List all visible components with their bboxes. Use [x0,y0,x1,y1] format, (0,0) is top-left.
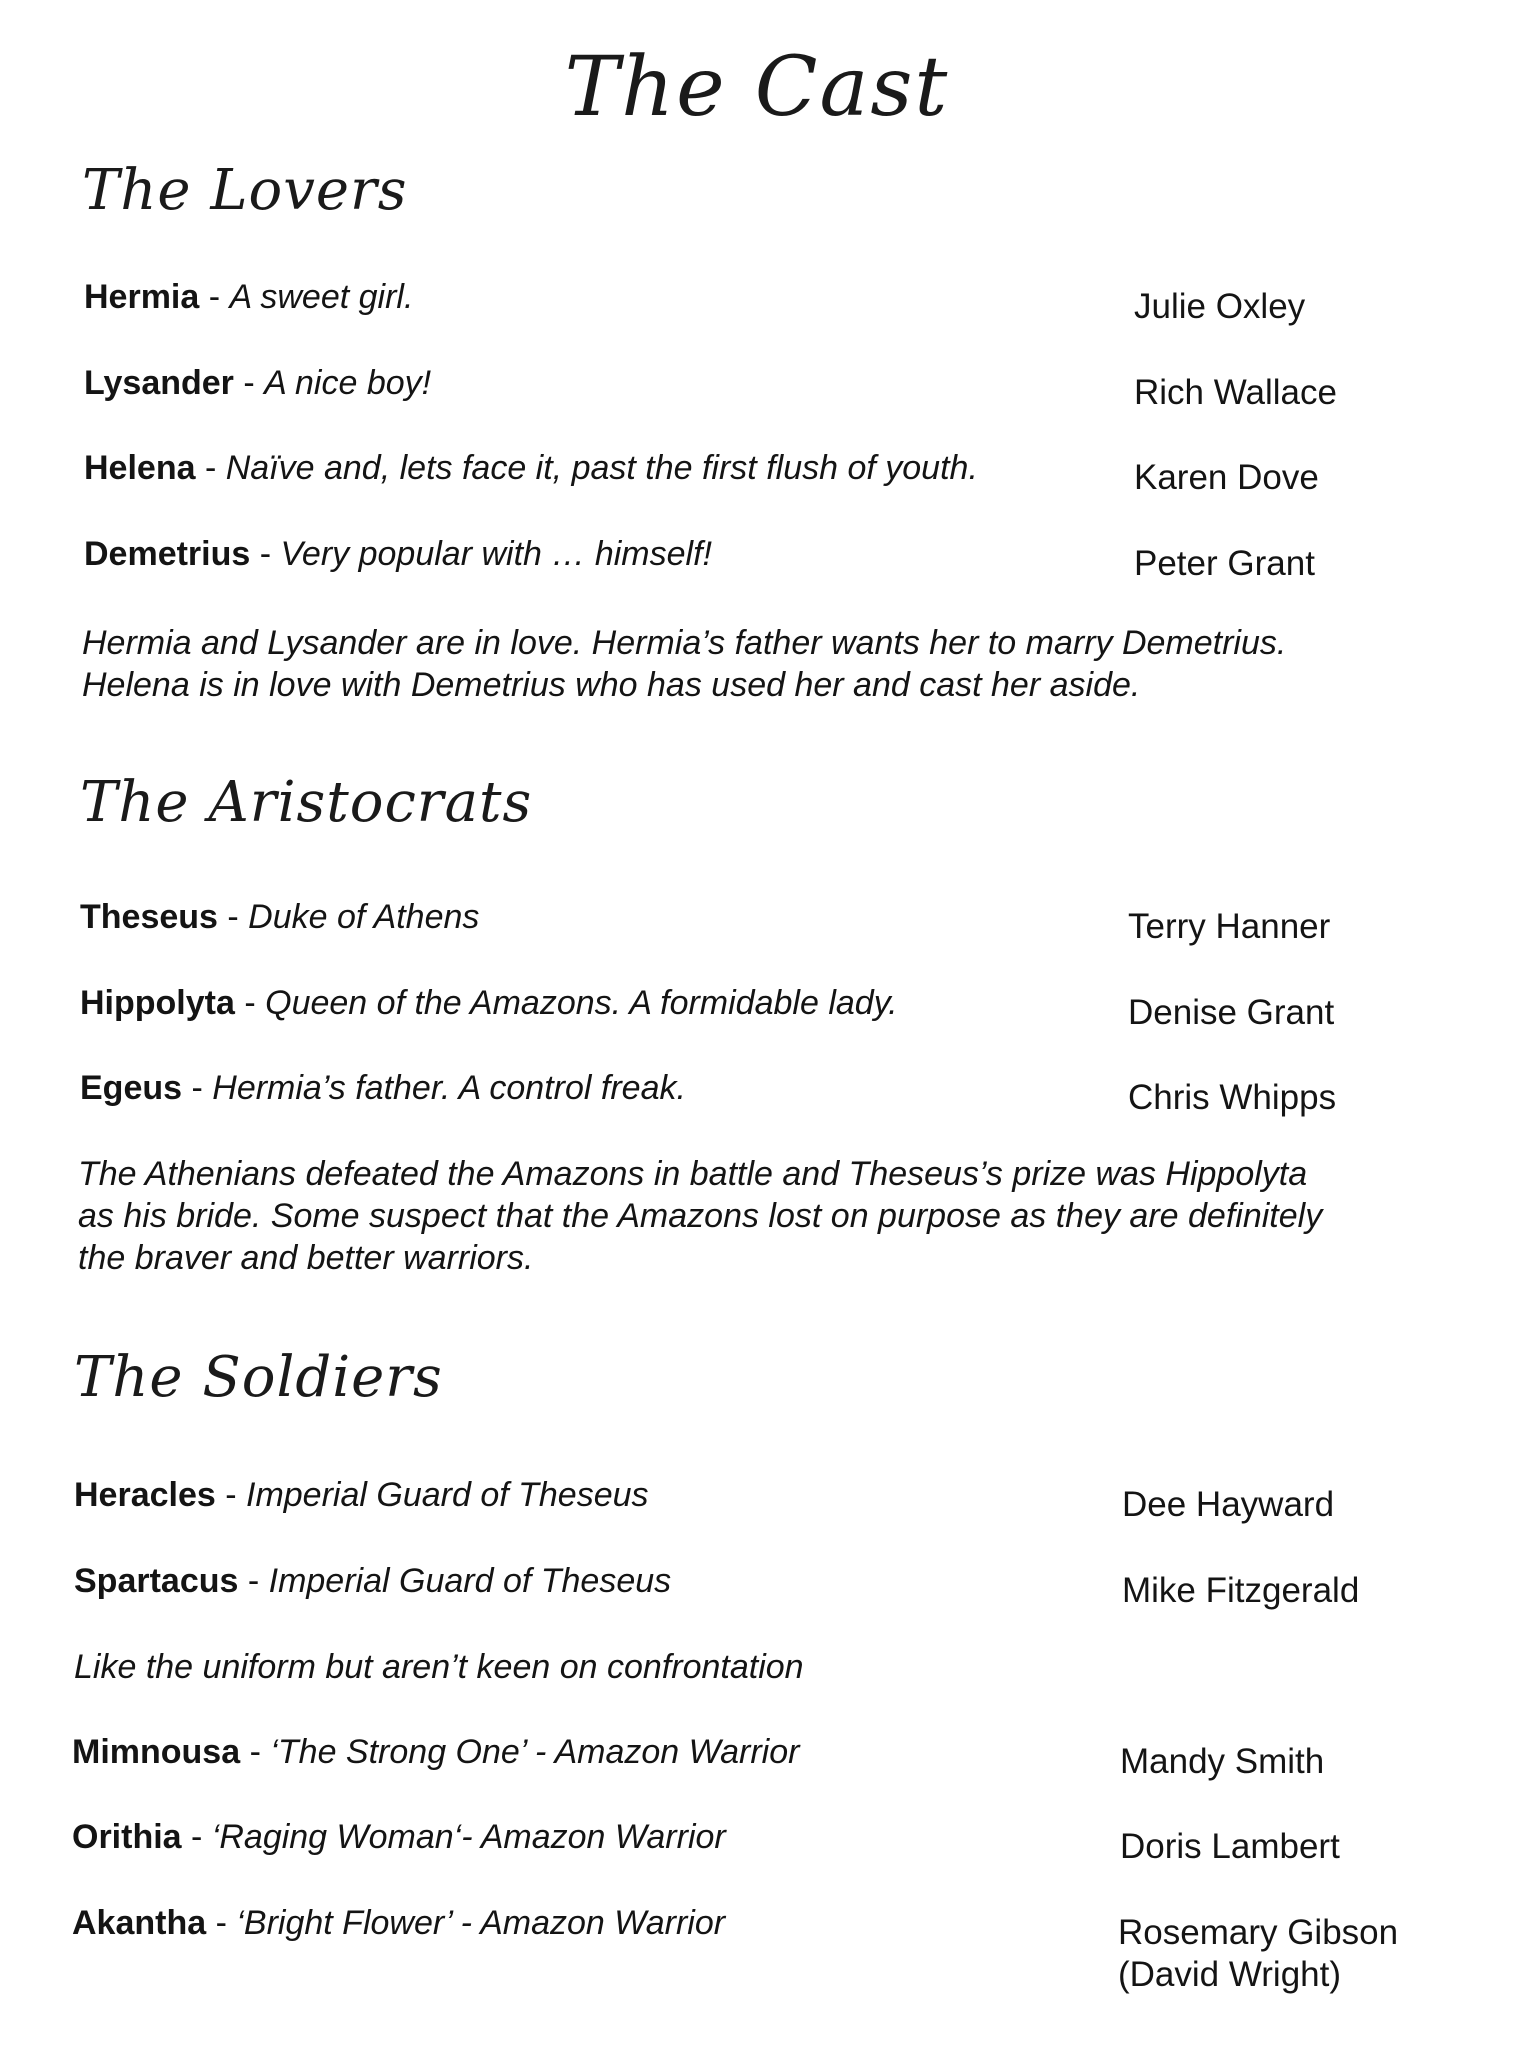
role-theseus [80,898,479,937]
role-orithia [72,1818,726,1857]
role-hippolyta [80,984,898,1023]
section-heading-lovers: The Lovers [82,158,408,223]
note-line: Helena is in love with Demetrius who has used her and cast her aside. [82,666,1141,704]
role-name: Heracles [74,1476,216,1514]
aristocrats-note [78,1153,1322,1279]
actor-akantha [1118,1912,1398,1996]
role-separator: - [182,1069,213,1107]
actor-orithia: Doris Lambert [1120,1827,1340,1866]
role-lysander [84,364,431,403]
actor-egeus: Chris Whipps [1128,1078,1337,1117]
role-egeus [80,1069,686,1108]
role-separator: - [240,1733,271,1771]
role-separator: - [181,1818,212,1856]
role-name: Hermia [84,278,200,316]
role-mimnousa [72,1733,799,1772]
soldiers-note [74,1646,804,1688]
role-name: Akantha [72,1904,207,1942]
role-demetrius [84,535,712,574]
lovers-note [82,622,1286,706]
role-description: A sweet girl. [229,278,414,316]
role-description: ‘Bright Flower’ - Amazon Warrior [236,1904,726,1942]
note-line: the braver and better warriors. [78,1239,534,1277]
role-description: Queen of the Amazons. A formidable lady. [265,984,898,1022]
role-description: ‘Raging Woman‘- Amazon Warrior [211,1818,726,1856]
actor-demetrius: Peter Grant [1134,544,1315,583]
role-description: Naïve and, lets face it, past the first flush of youth. [225,449,978,487]
role-separator: - [215,1476,246,1514]
role-spartacus [74,1562,671,1601]
role-separator: - [250,535,281,573]
role-hermia [84,278,413,317]
actor-heracles: Dee Hayward [1122,1485,1335,1524]
section-heading-aristocrats: The Aristocrats [80,770,533,835]
actor-theseus: Terry Hanner [1128,907,1331,946]
note-line: as his bride. Some suspect that the Amazons lost on purpose as they are definitely [78,1197,1323,1235]
actor-name: Rosemary Gibson [1118,1913,1399,1952]
note-line: Like the uniform but aren’t keen on confrontation [74,1648,804,1686]
section-heading-soldiers: The Soldiers [74,1345,443,1410]
role-description: Hermia’s father. A control freak. [212,1069,686,1107]
role-akantha [72,1904,725,1943]
role-description: ‘The Strong One’ - Amazon Warrior [270,1733,800,1771]
role-separator: - [238,1562,269,1600]
role-name: Mimnousa [72,1733,241,1771]
role-separator: - [233,364,265,402]
actor-helena: Karen Dove [1134,458,1319,497]
page-title: The Cast [564,40,950,135]
actor-mimnousa: Mandy Smith [1120,1742,1325,1781]
role-name: Hippolyta [80,984,235,1022]
role-description: A nice boy! [264,364,432,402]
actor-spartacus: Mike Fitzgerald [1122,1571,1360,1610]
actor-hippolyta: Denise Grant [1128,993,1335,1032]
role-name: Helena [84,449,196,487]
actor-name-alternate: (David Wright) [1118,1955,1342,1994]
role-separator: - [199,278,230,316]
role-name: Spartacus [74,1562,239,1600]
role-name: Egeus [80,1069,183,1107]
role-name: Theseus [80,898,218,936]
role-heracles [74,1476,649,1515]
role-separator: - [234,984,266,1022]
role-separator: - [206,1904,237,1942]
role-name: Orithia [72,1818,182,1856]
role-helena [84,449,978,488]
role-description: Very popular with … himself! [280,535,712,573]
actor-hermia: Julie Oxley [1134,287,1306,326]
role-name: Demetrius [84,535,251,573]
role-name: Lysander [84,364,234,402]
note-line: Hermia and Lysander are in love. Hermia’s father wants her to marry Demetrius. [82,624,1287,662]
role-description: Imperial Guard of Theseus [268,1562,672,1600]
role-description: Duke of Athens [248,898,480,936]
actor-lysander: Rich Wallace [1134,373,1337,412]
role-separator: - [217,898,249,936]
role-description: Imperial Guard of Theseus [246,1476,649,1514]
role-separator: - [195,449,226,487]
note-line: The Athenians defeated the Amazons in battle and Theseus’s prize was Hippolyta [78,1155,1308,1193]
